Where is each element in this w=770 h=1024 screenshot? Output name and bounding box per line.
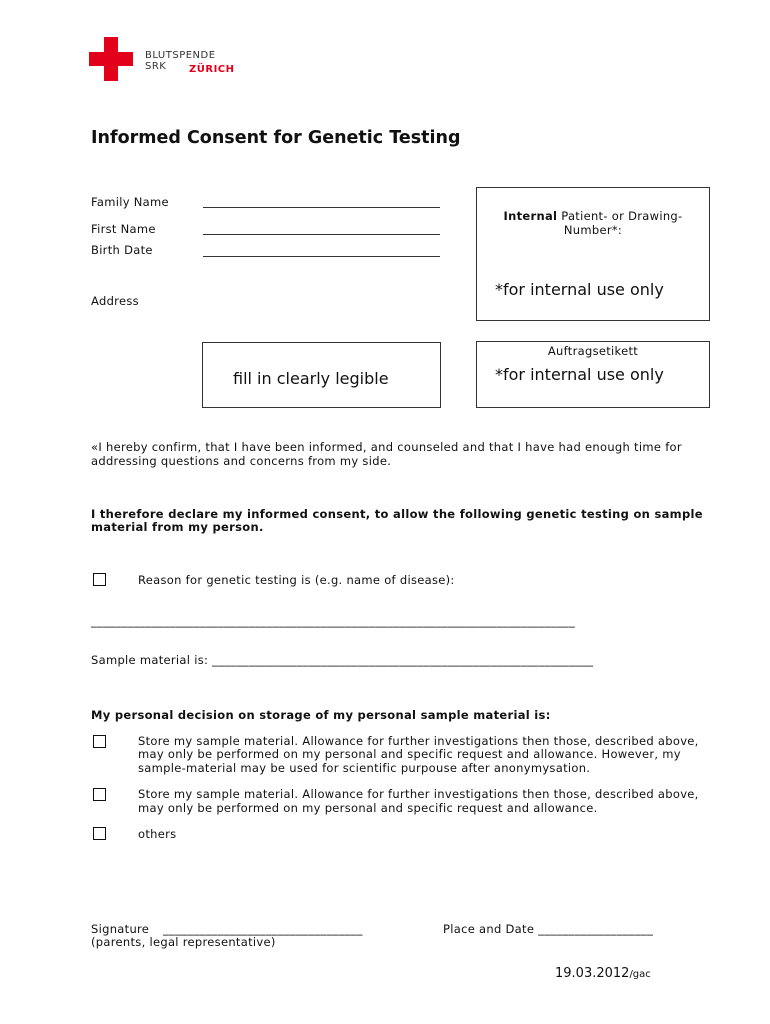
place-date-field[interactable]: Place and Date ___________________ bbox=[443, 922, 654, 936]
auftragsetikett-label: Auftragsetikett bbox=[547, 344, 639, 358]
internal-number-box[interactable] bbox=[476, 187, 710, 321]
first-name-label: First Name bbox=[91, 222, 156, 236]
auftragsetikett-box[interactable] bbox=[476, 341, 710, 408]
reason-label: Reason for genetic testing is (e.g. name of disease): bbox=[138, 573, 455, 587]
footer-date bbox=[555, 966, 651, 981]
footer-suffix: /gac bbox=[629, 969, 651, 980]
storage-option2-line1: Store my sample material. Allowance for further investigations then those, described above, bbox=[138, 787, 699, 801]
declare-line2: material from my person. bbox=[91, 520, 264, 534]
storage-option1-line1: Store my sample material. Allowance for further investigations then those, described above, bbox=[138, 734, 699, 748]
internal-label-line2: Number*: bbox=[563, 223, 623, 237]
logo bbox=[89, 37, 239, 83]
first-name-line[interactable] bbox=[203, 234, 440, 235]
red-cross-icon bbox=[89, 37, 133, 81]
auftrag-internal-note: *for internal use only bbox=[495, 365, 664, 384]
storage-option2-line2: may only be performed on my personal and specific request and allowance. bbox=[138, 801, 598, 815]
internal-bold-label: Internal bbox=[503, 209, 558, 223]
storage-option2-checkbox[interactable] bbox=[93, 788, 106, 801]
declare-line1: I therefore declare my informed consent, to allow the following genetic testing on sample bbox=[91, 507, 703, 521]
fill-legible-box[interactable] bbox=[202, 342, 441, 408]
signature-sublabel: (parents, legal representative) bbox=[91, 935, 276, 949]
storage-option1-line2: may only be performed on my personal and specific request and allowance. However, my bbox=[138, 747, 681, 761]
family-name-label: Family Name bbox=[91, 195, 169, 209]
logo-line1: BLUTSPENDE SRK bbox=[145, 50, 216, 72]
birth-date-line[interactable] bbox=[203, 256, 440, 257]
fill-legible-text: fill in clearly legible bbox=[233, 369, 389, 388]
family-name-line[interactable] bbox=[203, 207, 440, 208]
confirm-line1: «I hereby confirm, that I have been informed, and counseled and that I have had enough time for bbox=[91, 440, 682, 454]
footer-date-value: 19.03.2012 bbox=[555, 966, 630, 981]
signature-label: Signature bbox=[91, 922, 150, 936]
logo-line2: ZÜRICH bbox=[189, 64, 235, 75]
sample-material-field[interactable]: Sample material is: _______________________________________________________________ bbox=[91, 653, 594, 667]
storage-option1-checkbox[interactable] bbox=[93, 735, 106, 748]
storage-option3-label: others bbox=[138, 827, 177, 841]
reason-blank-line[interactable]: ________________________________________________________________________________ bbox=[91, 614, 575, 628]
storage-option1-line3: sample-material may be used for scientific purpouse after anonymysation. bbox=[138, 761, 591, 775]
internal-label-rest: Patient- or Drawing- bbox=[557, 209, 683, 223]
internal-use-note: *for internal use only bbox=[495, 280, 664, 299]
signature-line[interactable]: _________________________________ bbox=[163, 922, 363, 936]
page-title: Informed Consent for Genetic Testing bbox=[91, 128, 461, 148]
birth-date-label: Birth Date bbox=[91, 243, 153, 257]
confirm-line2: addressing questions and concerns from my side. bbox=[91, 454, 392, 468]
reason-checkbox[interactable] bbox=[93, 573, 106, 586]
storage-heading: My personal decision on storage of my personal sample material is: bbox=[91, 708, 551, 722]
storage-option3-checkbox[interactable] bbox=[93, 827, 106, 840]
address-label: Address bbox=[91, 294, 139, 308]
